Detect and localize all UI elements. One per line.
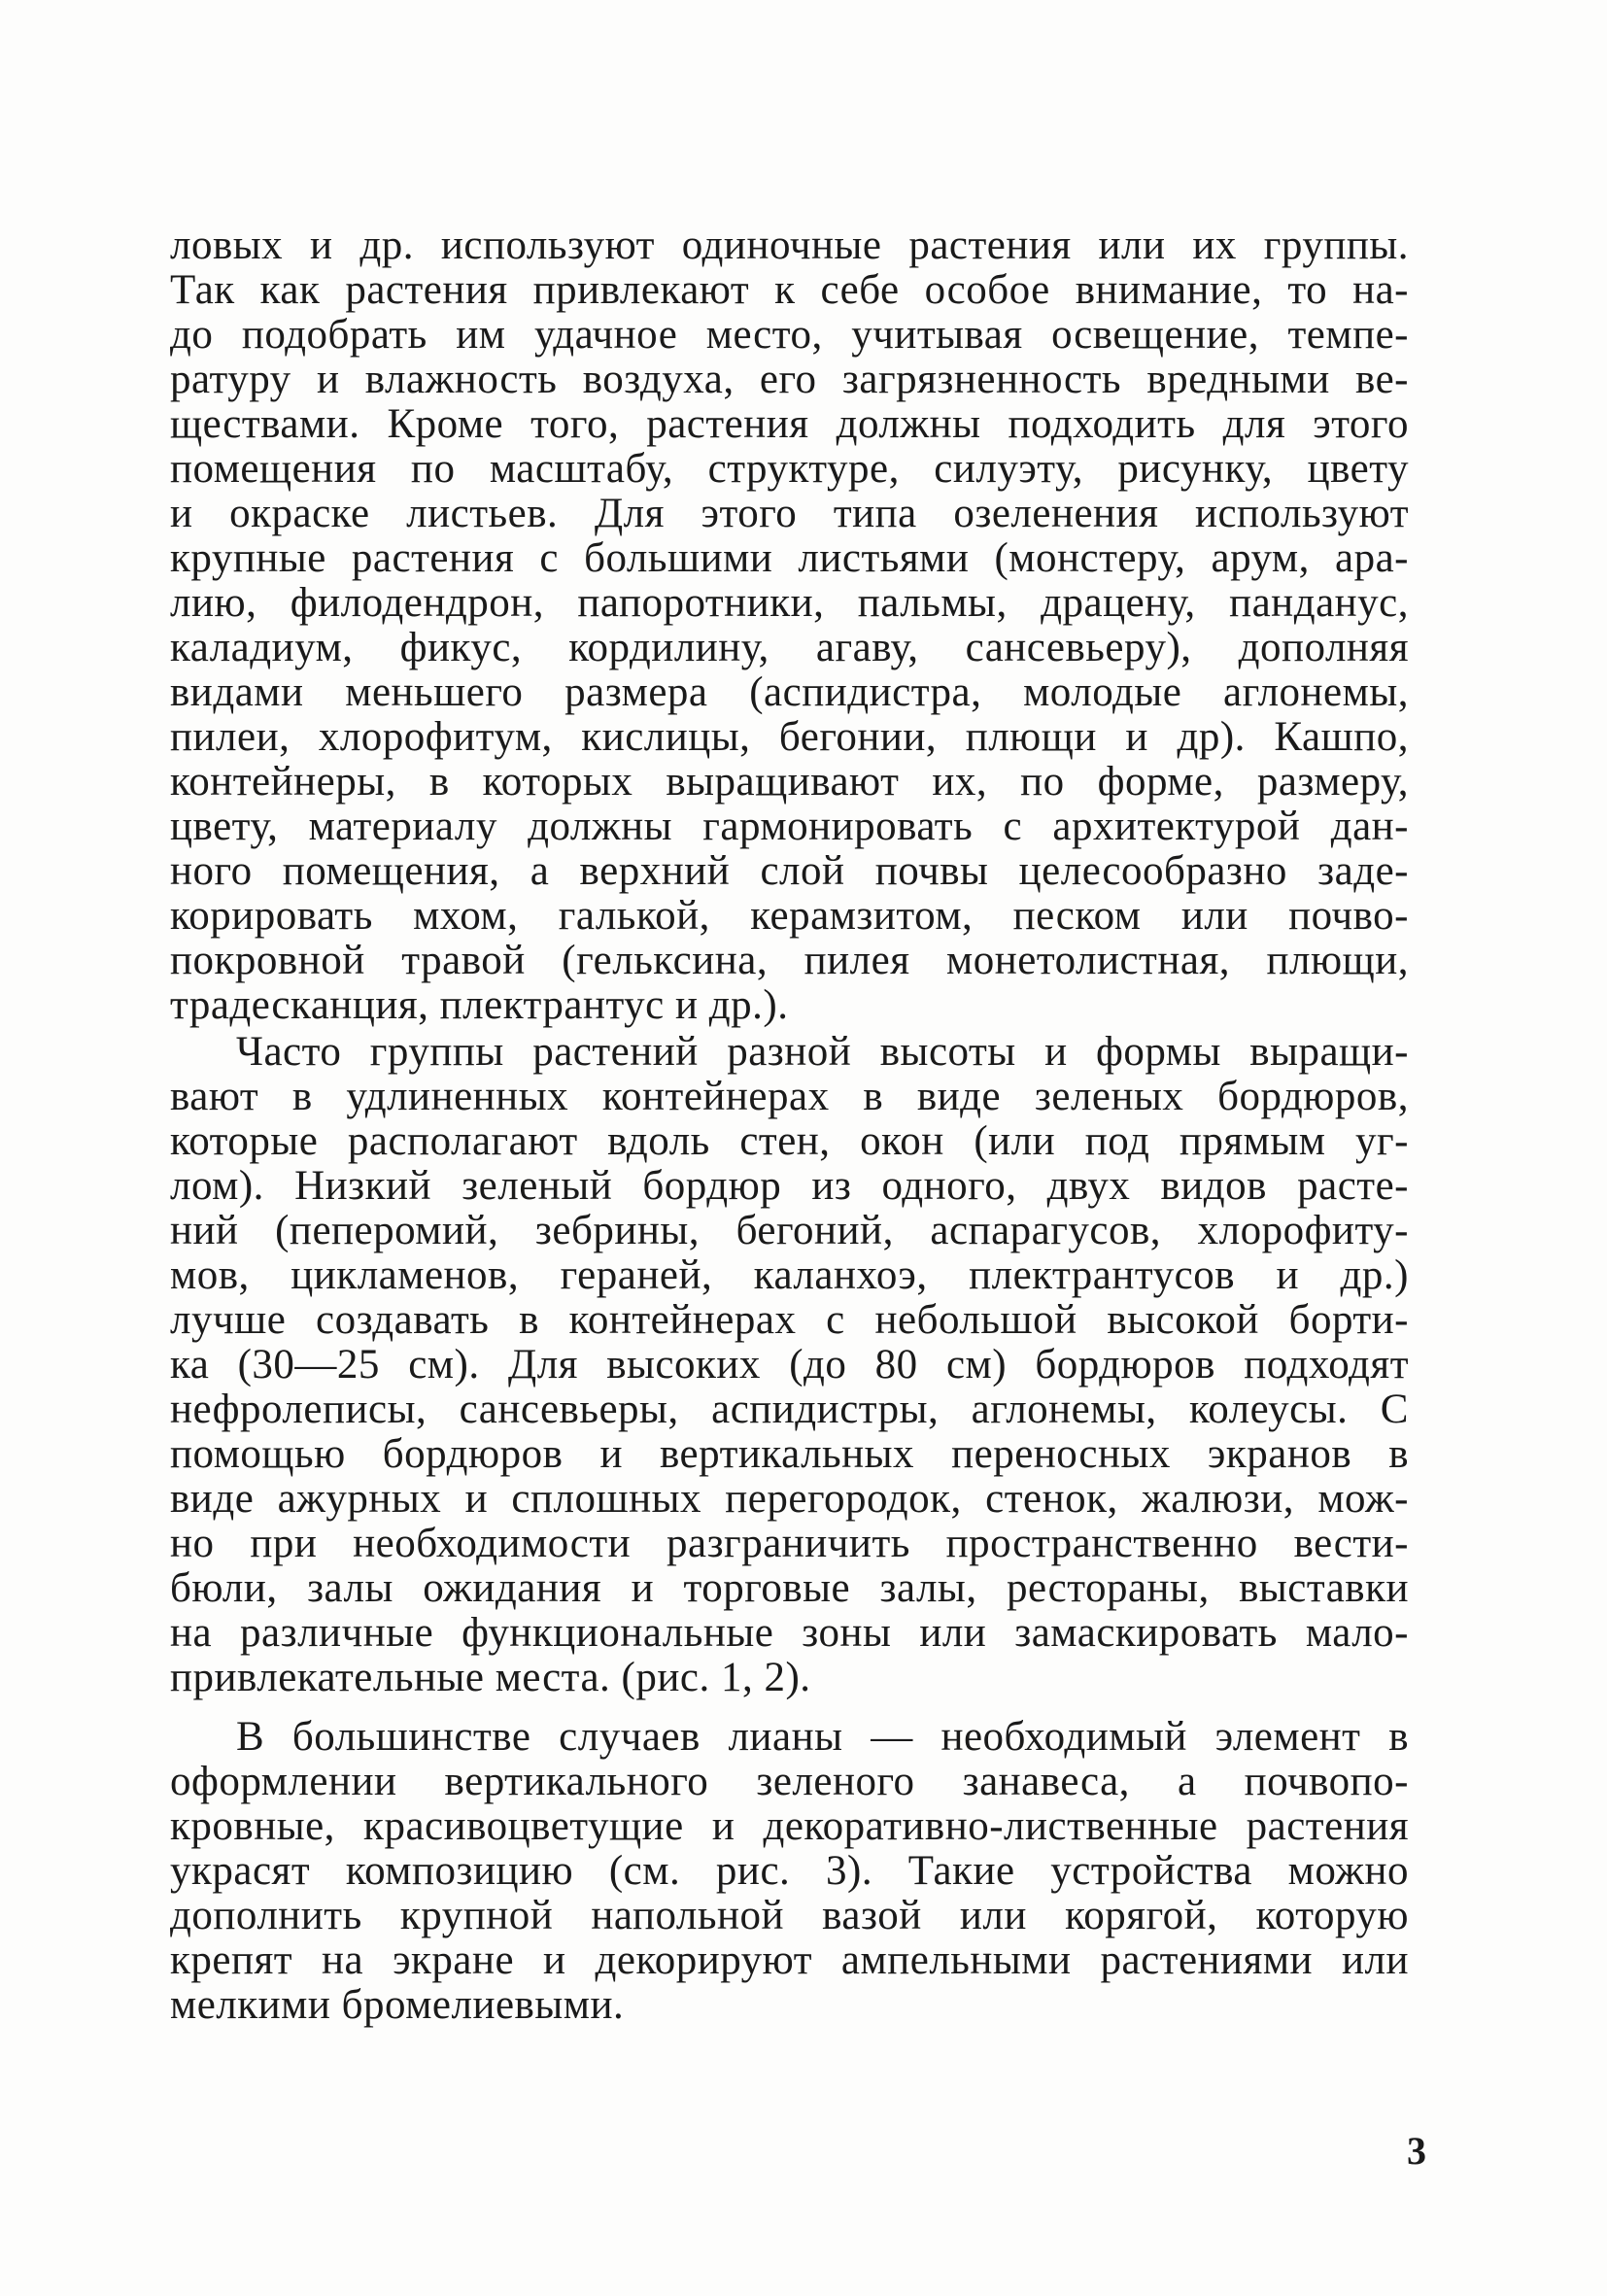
paragraph-line: Так как растения привлекают к себе особое внимание, то на- xyxy=(170,267,1409,313)
paragraph-line: ратуру и влажность воздуха, его загрязненность вредными ве- xyxy=(170,357,1409,402)
paragraph-line: мов, цикламенов, гераней, каланхоэ, плектрантусов и др.) xyxy=(170,1252,1409,1298)
paragraph-1 xyxy=(0,223,1409,1028)
paragraph-line: вают в удлиненных контейнерах в виде зеленых бордюров, xyxy=(170,1074,1409,1119)
paragraph-line: контейнеры, в которых выращивают их, по форме, размеру, xyxy=(170,759,1409,805)
paragraph-line: дополнить крупной напольной вазой или корягой, которую xyxy=(170,1893,1409,1938)
paragraph-line: украсят композицию (см. рис. 3). Такие устройства можно xyxy=(170,1848,1409,1894)
paragraph-line: лию, филодендрон, папоротники, пальмы, драцену, панданус, xyxy=(170,580,1409,626)
paragraph-line: крупные растения с большими листьями (монстеру, арум, ара- xyxy=(170,535,1409,581)
paragraph-3 xyxy=(0,1715,1409,2028)
paragraph-line: крепят на экране и декорируют ампельными растениями или xyxy=(170,1937,1409,1983)
paragraph-line: традесканция, плектрантус и др.). xyxy=(170,982,789,1028)
paragraph-line: оформлении вертикального зеленого занавеса, а почвопо- xyxy=(170,1759,1409,1804)
paragraph-line: нефролеписы, сансевьеры, аспидистры, аглонемы, колеусы. С xyxy=(170,1387,1409,1432)
paragraph-2 xyxy=(0,1030,1409,1700)
paragraph-line: кровные, красивоцветущие и декоративно-лиственные растения xyxy=(170,1803,1409,1849)
paragraph-line: и окраске листьев. Для этого типа озеленения используют xyxy=(170,491,1409,536)
paragraph-line: на различные функциональные зоны или замаскировать мало- xyxy=(170,1610,1409,1656)
paragraph-line: ществами. Кроме того, растения должны подходить для этого xyxy=(170,401,1409,447)
paragraph-line: покровной травой (гельксина, пилея монетолистная, плющи, xyxy=(170,938,1409,983)
paragraph-line: ловых и др. используют одиночные растения или их группы. xyxy=(170,223,1409,268)
paragraph-line: ний (пеперомий, зебрины, бегоний, аспарагусов, хлорофиту- xyxy=(170,1208,1409,1253)
paragraph-line: виде ажурных и сплошных перегородок, стенок, жалюзи, мож- xyxy=(170,1476,1409,1522)
paragraph-line: лучше создавать в контейнерах с небольшой высокой борти- xyxy=(170,1297,1409,1343)
paragraph-line: бюли, залы ожидания и торговые залы, рестораны, выставки xyxy=(170,1565,1409,1611)
paragraph-line: Часто группы растений разной высоты и формы выращи- xyxy=(236,1029,1409,1075)
paragraph-line: каладиум, фикус, кордилину, агаву, сансевьеру), дополняя xyxy=(170,625,1409,670)
paragraph-line: видами меньшего размера (аспидистра, молодые аглонемы, xyxy=(170,669,1409,715)
paragraph-line: ка (30—25 см). Для высоких (до 80 см) бордюров подходят xyxy=(170,1342,1409,1388)
paragraph-line: до подобрать им удачное место, учитывая освещение, темпе- xyxy=(170,312,1409,358)
paragraph-line: корировать мхом, галькой, керамзитом, песком или почво- xyxy=(170,893,1409,939)
paragraph-line: цвету, материалу должны гармонировать с архитектурой дан- xyxy=(170,804,1409,849)
paragraph-line: мелкими бромелиевыми. xyxy=(170,1982,625,2028)
paragraph-line: лом). Низкий зеленый бордюр из одного, двух видов расте- xyxy=(170,1163,1409,1209)
page-number: 3 xyxy=(1407,2129,1426,2173)
paragraph-line: В большинстве случаев лианы — необходимый элемент в xyxy=(236,1714,1409,1760)
paragraph-line: помощью бордюров и вертикальных переносных экранов в xyxy=(170,1431,1409,1477)
paragraph-line: которые располагают вдоль стен, окон (или под прямым уг- xyxy=(170,1118,1409,1164)
paragraph-line: привлекательные места. (рис. 1, 2). xyxy=(170,1655,811,1700)
paragraph-line: пилеи, хлорофитум, кислицы, бегонии, плющи и др). Кашпо, xyxy=(170,714,1409,760)
paragraph-line: помещения по масштабу, структуре, силуэту, рисунку, цвету xyxy=(170,446,1409,492)
paragraph-line: ного помещения, а верхний слой почвы целесообразно заде- xyxy=(170,848,1409,894)
paragraph-line: но при необходимости разграничить пространственно вести- xyxy=(170,1521,1409,1566)
